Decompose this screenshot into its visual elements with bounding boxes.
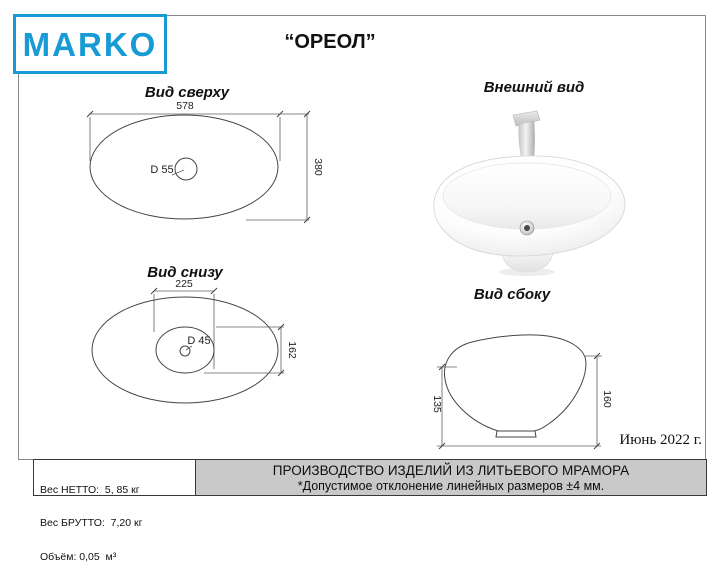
side-view-profile: [444, 335, 585, 431]
brand-logo-text: MARKO: [22, 25, 158, 63]
side-view-left-dim-text: 135: [431, 395, 443, 413]
side-view-right-dim-text: 160: [601, 390, 613, 408]
top-view-label: Вид сверху: [144, 84, 230, 101]
sink-basin: [443, 163, 611, 229]
bottom-view-inner-ellipse: [156, 327, 214, 373]
bottom-view-width-dim-text: 225: [175, 278, 193, 290]
drain-icon-center: [524, 225, 530, 231]
weights-table-cell: [33, 459, 196, 564]
top-view-ellipse: [90, 115, 278, 219]
sink-photo: [434, 111, 625, 276]
leader-line: [172, 170, 184, 175]
bottom-view-drain-circle: [180, 346, 190, 356]
date-note: Июнь 2022 г.: [619, 432, 702, 448]
banner-line1: ПРОИЗВОДСТВО ИЗДЕЛИЙ ИЗ ЛИТЬЕВОГО МРАМОРА: [272, 462, 630, 478]
gross-weight-text: Вес БРУТТО: 7,20 кг: [40, 517, 143, 530]
bottom-view-label: Вид снизу: [147, 264, 223, 281]
side-view-base: [496, 431, 536, 437]
bottom-view-outer-ellipse: [92, 297, 278, 403]
bottom-view-height-dim-text: 162: [286, 341, 298, 359]
bottom-view-drain-label: D 45: [187, 335, 211, 347]
top-view-drain-label: D 55: [150, 164, 174, 176]
net-weight-text: Вес НЕТТО: 5, 85 кг: [40, 483, 140, 496]
side-view-label: Вид сбоку: [473, 286, 551, 303]
top-view-width-dim-text: 578: [176, 100, 194, 112]
volume-text: Объём: 0,05 м³: [40, 551, 117, 564]
top-view-drain-circle: [175, 158, 197, 180]
banner-line2: *Допустимое отклонение линейных размеров ±4 мм.: [297, 478, 605, 493]
external-view-label: Внешний вид: [483, 79, 585, 96]
footer-banner: [195, 459, 707, 496]
page-title: “ОРЕОЛ”: [284, 31, 376, 53]
top-view-height-dim-text: 380: [312, 158, 324, 176]
